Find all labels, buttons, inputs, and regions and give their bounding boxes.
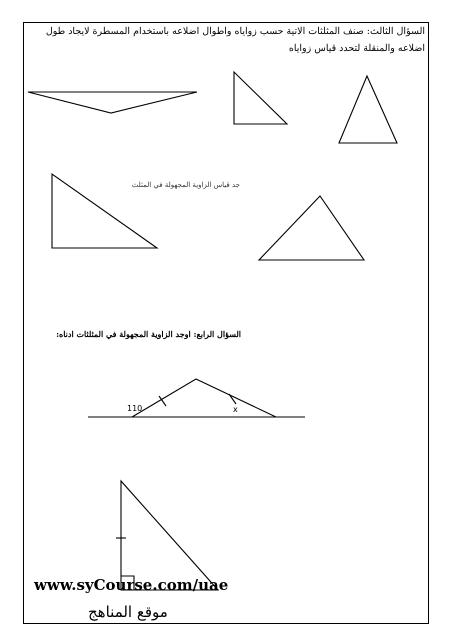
watermark-arabic: موقع المناهج [88, 603, 168, 621]
triangle-with-exterior-angle [132, 379, 276, 417]
unknown-angle-label: x [233, 405, 238, 414]
right-triangle-large [52, 174, 157, 248]
right-triangle-bottom [121, 481, 218, 590]
isosceles-triangle [259, 196, 364, 260]
question-3-text: السؤال الثالث: صنف المثلثات الاتية حسب زواياه واطوال اضلاعه باستخدام المسطرة لايجاد طول اضلاعه والمنقلة لتحدد قياس زواياه [45, 26, 425, 54]
unknown-angle-note: جد قياس الزاوية المجهولة في المثلث [131, 181, 240, 189]
question-4-text: السؤال الرابع: اوجد الزاوية المجهولة في المثلثات ادناه: [56, 329, 241, 339]
exterior-angle-label: 110 [127, 404, 143, 413]
obtuse-triangle-wide [28, 92, 197, 113]
watermark-url: www.syCourse.com/uae [34, 576, 229, 594]
equal-side-tick-right [229, 394, 236, 404]
right-triangle-small [234, 72, 287, 124]
equilateral-triangle [339, 76, 397, 143]
